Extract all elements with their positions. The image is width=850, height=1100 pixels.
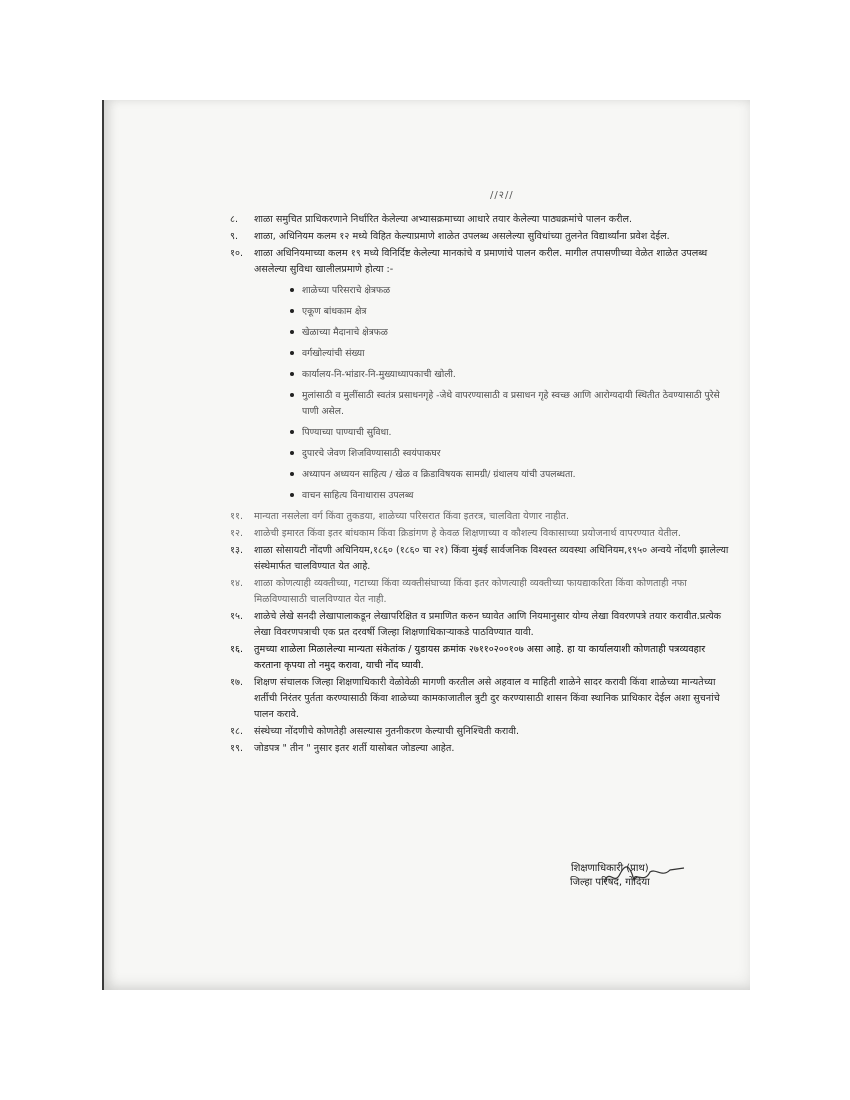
- condition-item: [230, 229, 730, 245]
- item-number: ८.: [230, 214, 239, 225]
- item-number: १४.: [230, 578, 244, 589]
- facility-item: पिण्याच्या पाण्याची सुविधा.: [290, 425, 730, 441]
- facility-item: वर्गखोल्यांची संख्या: [290, 346, 730, 362]
- condition-item: [230, 526, 730, 542]
- conditions-list: [230, 212, 730, 758]
- facility-item: दुपारचे जेवण शिजविण्यासाठी स्वयंपाकघर: [290, 446, 730, 462]
- facility-item: शाळेच्या परिसराचे क्षेत्रफळ: [290, 283, 730, 299]
- item-number: ११.: [230, 511, 244, 522]
- facility-item: मुलांसाठी व मुलींसाठी स्वतंत्र प्रसाधनगृहे -जेथे वापरण्यासाठी व प्रसाधन गृहे स्वच्छ आणि आरोग्यदायी स्थितीत ठेवण्यासाठी पुरेसे पाणी असेल.: [290, 388, 730, 420]
- item-text: मान्यता नसलेला वर्ग किंवा तुकडया, शाळेच्या परिसरात किंवा इतरत्र, चालविता येणार नाहीत.: [254, 511, 570, 522]
- signature-block: [570, 862, 650, 890]
- condition-item: [230, 642, 730, 674]
- condition-item: [230, 741, 730, 757]
- item-number: १०.: [230, 248, 244, 259]
- page-number: //२//: [490, 190, 514, 201]
- facility-item: वाचन साहित्य विनाधारास उपलब्ध: [290, 488, 730, 504]
- condition-item: [230, 246, 730, 278]
- item-text: शाळा समुचित प्राधिकरणाने निर्धारित केलेल्या अभ्यासक्रमाच्या आधारे तयार केलेल्या पाठ्यक्रमांचे पालन करील.: [254, 214, 633, 225]
- item-number: १५.: [230, 611, 244, 622]
- item-text: तुमच्या शाळेला मिळालेल्या मान्यता संकेतांक / युडायस क्रमांक २७११०२००१०७ असा आहे. हा या कार्यालयाशी कोणताही पत्रव्यवहार करताना कृपया तो नमुद करावा, याची नोंद घ्यावी.: [254, 644, 706, 671]
- condition-item: [230, 576, 730, 608]
- signatory-designation: शिक्षणाधिकारी (प्राथ): [570, 863, 649, 874]
- facility-item: कार्यालय-नि-भांडार-नि-मुख्याध्यापकाची खोली.: [290, 367, 730, 383]
- item-number: १२.: [230, 528, 244, 539]
- item-number: १९.: [230, 743, 244, 754]
- condition-item: [230, 609, 730, 641]
- condition-item: [230, 724, 730, 740]
- item-number: ९.: [230, 231, 239, 242]
- facility-item: एकूण बांधकाम क्षेत्र: [290, 304, 730, 320]
- item-text: शाळेचे लेखे सनदी लेखापालाकडून लेखापरिक्षित व प्रमाणित करुन घ्यावेत आणि नियमानुसार योग्य लेखा विवरणपत्रे तयार करावीत.प्रत्येक लेखा विवरणपत्राची एक प्रत दरवर्षी जिल्हा शिक्षणाधिकाऱ्याकडे पाठविण्यात यावी.: [254, 611, 722, 638]
- item-number: १८.: [230, 726, 244, 737]
- condition-item: [230, 543, 730, 575]
- facilities-list: [290, 283, 730, 504]
- item-text: शाळा कोणत्याही व्यक्तीच्या, गटाच्या किंवा व्यक्तीसंघाच्या किंवा इतर कोणत्याही व्यक्तीच्या फायद्याकरिता किंवा कोणताही नफा मिळविण्यासाठी चालविण्यात येत नाही.: [254, 578, 687, 605]
- signatory-office: जिल्हा परिषद, गोंदिया: [570, 877, 650, 888]
- item-text: शाळेची इमारत किंवा इतर बांधकाम किंवा क्रिडांगण हे केवळ शिक्षणाच्या व कौशल्य विकासाच्या प्रयोजनार्थ वापरण्यात येतील.: [254, 528, 681, 539]
- item-text: शिक्षण संचालक जिल्हा शिक्षणाधिकारी वेळोवेळी मागणी करतील असे अहवाल व माहिती शाळेने सादर करावी किंवा शाळेच्या मान्यतेच्या शर्तीची निरंतर पुर्तता करण्यासाठी किंवा शाळेच्या कामकाजातील त्रुटी दुर करण्यासाठी शासन किंवा स्थानिक प्राधिकार देईल अशा सुचनांचे पालन करावे.: [254, 677, 720, 720]
- item-text: शाळा, अधिनियम कलम १२ मध्ये विहित केल्याप्रमाणे शाळेत उपलब्ध असलेल्या सुविधांच्या तुलनेत विद्यार्थ्यांना प्रवेश देईल.: [254, 231, 670, 242]
- facility-item: खेळाच्या मैदानाचे क्षेत्रफळ: [290, 325, 730, 341]
- item-text: संस्थेच्या नोंदणीचे कोणतेही असल्यास नुतनीकरण केल्याची सुनिश्चिती करावी.: [254, 726, 520, 737]
- condition-item: [230, 509, 730, 525]
- item-text: शाळा सोसायटी नोंदणी अधिनियम,१८६० (१८६० चा २१) किंवा मुंबई सार्वजनिक विश्वस्त व्यवस्था अधिनियम,१९५० अन्वये नोंदणी झालेल्या संस्थेमार्फत चालविण्यात येत आहे.: [254, 545, 729, 572]
- item-number: १७.: [230, 677, 244, 688]
- condition-item: [230, 675, 730, 723]
- item-number: १३.: [230, 545, 244, 556]
- facility-item: अध्यापन अध्ययन साहित्य / खेळ व क्रिडाविषयक सामग्री/ ग्रंथालय यांची उपलब्धता.: [290, 467, 730, 483]
- condition-item: [230, 212, 730, 228]
- item-number: १६.: [230, 644, 244, 655]
- item-text: शाळा अधिनियमाच्या कलम १९ मध्ये विनिर्दिष्ट केलेल्या मानकांचे व प्रमाणांचे पालन करील. मागील तपासणीच्या वेळेत शाळेत उपलब्ध असलेल्या सुविधा खालीलप्रमाणे होत्या :-: [254, 248, 708, 275]
- item-text: जोडपत्र " तीन " नुसार इतर शर्ती यासोबत जोडल्या आहेत.: [254, 743, 455, 754]
